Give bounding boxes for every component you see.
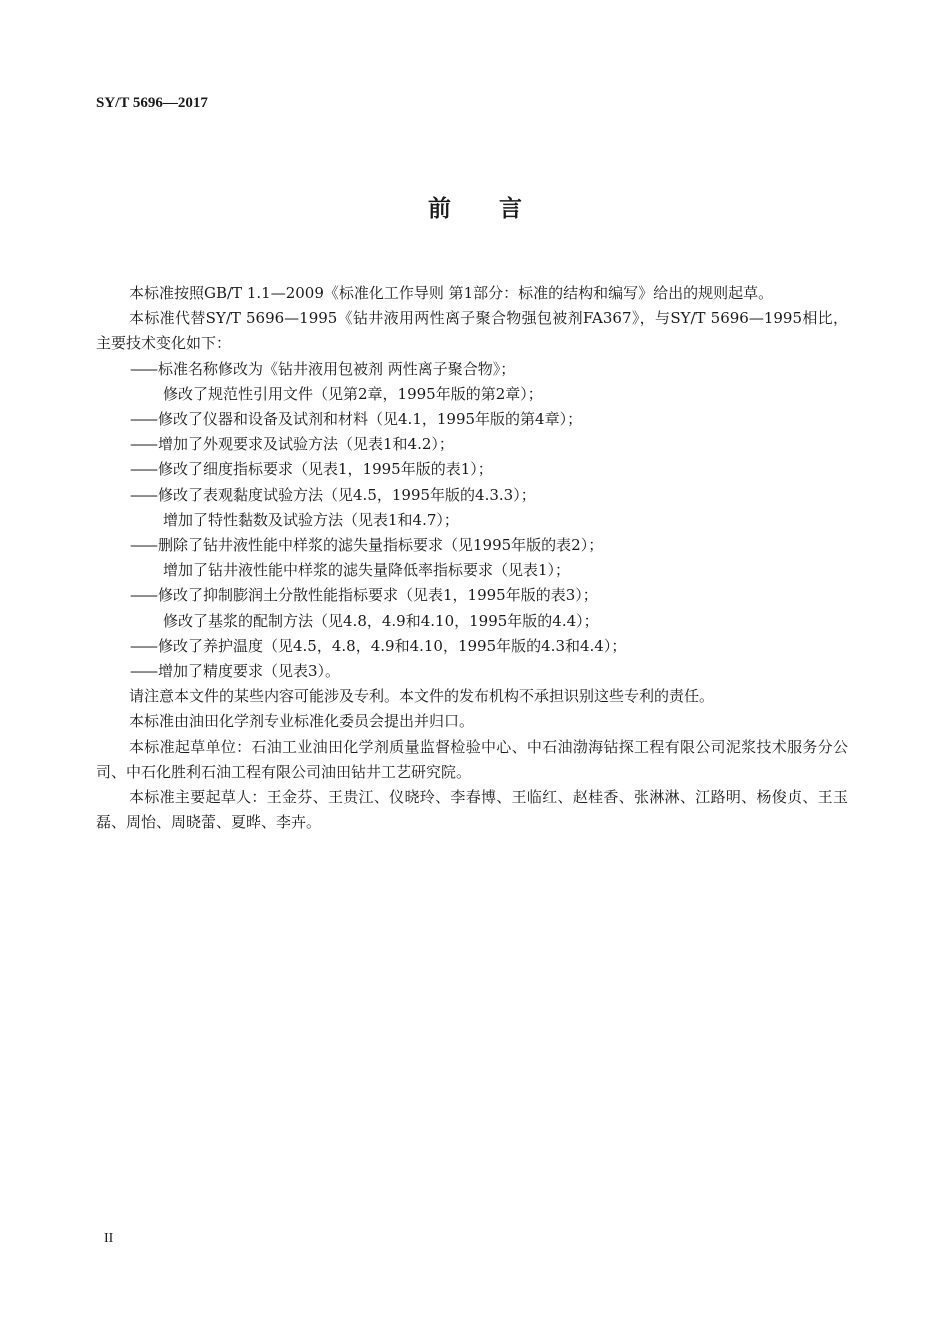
change-item	[96, 659, 848, 684]
change-item	[96, 357, 848, 382]
change-text: 修改了细度指标要求（见表1，1995年版的表1）；	[158, 460, 493, 479]
change-item	[96, 558, 848, 583]
change-text: 删除了钻井液性能中样浆的滤失量指标要求（见1995年版的表2）；	[158, 536, 604, 555]
change-item	[96, 382, 848, 407]
change-text: 增加了特性黏数及试验方法（见表1和4.7）；	[163, 510, 459, 529]
foreword-body	[96, 281, 848, 835]
list-dash: ——	[130, 410, 156, 429]
list-dash: ——	[130, 636, 156, 655]
change-text: 增加了精度要求（见表3）。	[158, 662, 341, 681]
paragraph-proposer: 本标准由油田化学剂专业标准化委员会提出并归口。	[129, 712, 475, 731]
change-text: 修改了基浆的配制方法（见4.8，4.9和4.10，1995年版的4.4）；	[163, 611, 599, 630]
standard-number: SY/T 5696—2017	[96, 95, 208, 111]
change-text: 增加了外观要求及试验方法（见表1和4.2）；	[158, 435, 454, 454]
paragraph-drafting-units: 本标准起草单位：石油工业油田化学剂质量监督检验中心、中石油渤海钻探工程有限公司泥浆技术服务分公司、中石化胜利石油工程有限公司油田钻井工艺研究院。	[96, 737, 848, 781]
paragraph-basis: 本标准按照GB/T 1.1—2009《标准化工作导则 第1部分：标准的结构和编写》给出的规则起草。	[129, 284, 774, 302]
paragraph-drafters: 本标准主要起草人：王金芬、王贵江、仪晓玲、李春博、王临红、赵桂香、张淋淋、江路明、杨俊贞、王玉磊、周怡、周晓蕾、夏晔、李卉。	[96, 788, 848, 832]
list-dash: ——	[130, 662, 156, 681]
list-dash: ——	[130, 359, 156, 378]
change-item	[96, 483, 848, 508]
page-number: II	[104, 1231, 114, 1246]
paragraph-replacement: 本标准代替SY/T 5696—1995《钻井液用两性离子聚合物强包被剂FA367》，与SY/T 5696—1995相比，主要技术变化如下：	[96, 309, 848, 353]
change-item	[96, 508, 848, 533]
change-text: 修改了抑制膨润土分散性能指标要求（见表1，1995年版的表3）；	[158, 586, 598, 605]
list-dash: ——	[130, 460, 156, 479]
change-item	[96, 457, 848, 482]
change-text: 修改了表观黏度试验方法（见4.5，1995年版的4.3.3）；	[158, 485, 536, 504]
change-item	[96, 407, 848, 432]
change-text: 修改了养护温度（见4.5，4.8，4.9和4.10，1995年版的4.3和4.4）；	[158, 636, 627, 655]
change-item	[96, 533, 848, 558]
change-item	[96, 583, 848, 608]
change-text: 修改了仪器和设备及试剂和材料（见4.1，1995年版的第4章）；	[158, 410, 583, 429]
list-dash: ——	[130, 485, 156, 504]
change-text: 标准名称修改为《钻井液用包被剂 两性离子聚合物》；	[158, 359, 516, 378]
list-dash: ——	[130, 435, 156, 454]
paragraph-patent-notice: 请注意本文件的某些内容可能涉及专利。本文件的发布机构不承担识别这些专利的责任。	[129, 687, 715, 706]
page-title: 前言	[428, 196, 570, 222]
change-item	[96, 432, 848, 457]
list-dash: ——	[130, 536, 156, 555]
list-dash: ——	[130, 586, 156, 605]
change-text: 增加了钻井液性能中样浆的滤失量降低率指标要求（见表1）；	[163, 561, 571, 580]
change-item	[96, 609, 848, 634]
change-item	[96, 634, 848, 659]
change-text: 修改了规范性引用文件（见第2章，1995年版的第2章）；	[163, 384, 543, 403]
